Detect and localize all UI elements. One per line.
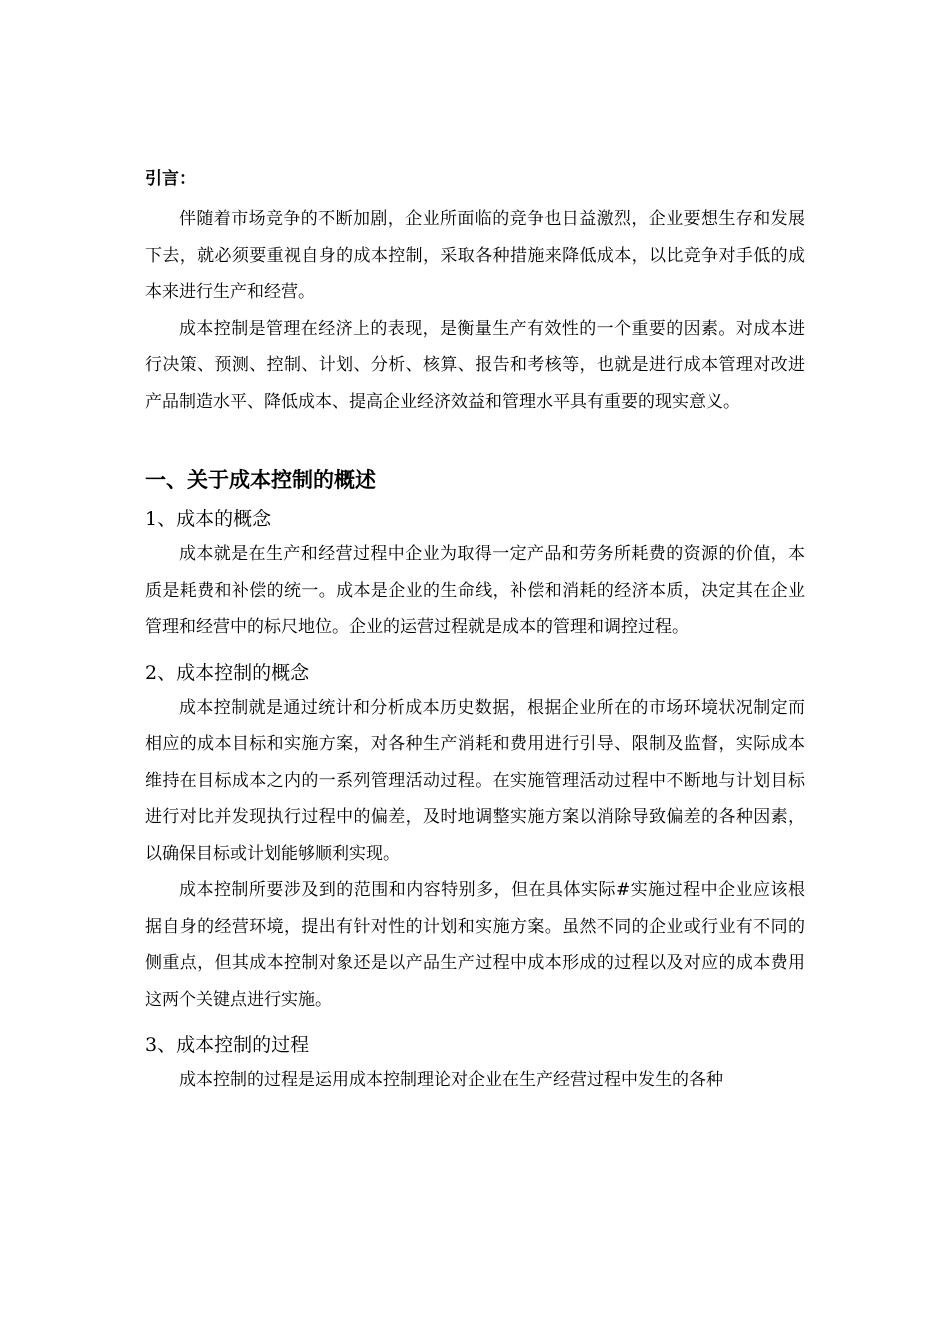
intro-heading: 引言：: [145, 169, 196, 189]
document-body: [145, 165, 805, 1099]
subsection-heading-3: 3、成本控制的过程: [145, 1034, 310, 1056]
subsection-3-paragraph-1: 成本控制的过程是运用成本控制理论对企业在生产经营过程中发生的各种: [179, 1070, 723, 1090]
subsection-1-paragraph-1: 成本就是在生产和经营过程中企业为取得一定产品和劳务所耗费的资源的价值，本质是耗费和补偿的统一。成本是企业的生命线，补偿和消耗的经济本质，决定其在企业管理和经营中的标尺地位。企业的运营过程就是成本的管理和调控过程。: [145, 544, 805, 637]
subsection-2-paragraph-1: 成本控制就是通过统计和分析成本历史数据，根据企业所在的市场环境状况制定而相应的成本目标和实施方案，对各种生产消耗和费用进行引导、限制及监督，实际成本维持在目标成本之内的一系列管理活动过程。在实施管理活动过程中不断地与计划目标进行对比并发现执行过程中的偏差，及时地调整实施方案以消除导致偏差的各种因素，以确保目标或计划能够顺利实现。: [145, 697, 805, 864]
intro-paragraph-2: 成本控制是管理在经济上的表现，是衡量生产有效性的一个重要的因素。对成本进行决策、预测、控制、计划、分析、核算、报告和考核等，也就是进行成本管理对改进产品制造水平、降低成本、提高企业经济效益和管理水平具有重要的现实意义。: [145, 318, 805, 412]
subsection-2-paragraph-2: 成本控制所要涉及到的范围和内容特别多，但在具体实际#实施过程中企业应该根据自身的经营环境，提出有针对性的计划和实施方案。虽然不同的企业或行业有不同的侧重点，但其成本控制对象还是以产品生产过程中成本形成的过程以及对应的成本费用这两个关键点进行实施。: [145, 880, 805, 1010]
subsection-heading-1: 1、成本的概念: [145, 508, 272, 530]
subsection-heading-2: 2、成本控制的概念: [145, 661, 310, 684]
section-heading: 一、关于成本控制的概述: [145, 468, 376, 492]
intro-paragraph-1: 伴随着市场竞争的不断加剧，企业所面临的竞争也日益激烈，企业要想生存和发展下去，就必须要重视自身的成本控制，采取各种措施来降低成本，以比竞争对手低的成本来进行生产和经营。: [145, 209, 805, 302]
